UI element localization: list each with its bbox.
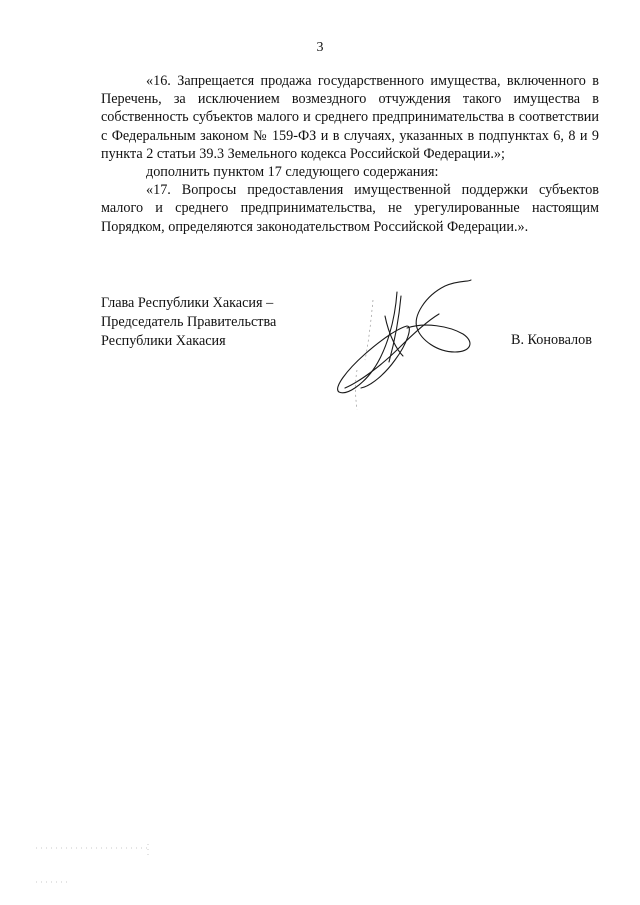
document-body bbox=[101, 72, 599, 236]
paragraph-17: «17. Вопросы предоставления имущественной поддержки субъектов малого и среднего предпринимательства, не урегулированные настоящим Порядком, определяются законодательством Российской Федерации.». bbox=[101, 182, 599, 235]
signatory-title-line: Республики Хакасия bbox=[101, 333, 226, 349]
signatory-title-line: Председатель Правительства bbox=[101, 314, 277, 330]
handwritten-signature bbox=[325, 270, 515, 430]
signatory-name: В. Коновалов bbox=[511, 332, 592, 348]
page-number: 3 bbox=[316, 40, 324, 55]
paragraph-16: «16. Запрещается продажа государственного имущества, включенного в Перечень, за исключением возмездного отчуждения такого имущества в собственность субъектов малого и среднего предпринимательства в соответствии с Федеральным законом № 159-ФЗ и в случаях, указанных в подпунктах 6, 8 и 9 пункта 2 статьи 39.3 Земельного кодекса Российской Федерации.»; bbox=[101, 73, 599, 162]
signatory-title-line: Глава Республики Хакасия – bbox=[101, 295, 274, 311]
scan-noise-marks bbox=[30, 838, 170, 888]
paragraph-amendment-intro: дополнить пунктом 17 следующего содержания: bbox=[146, 164, 439, 181]
signatory-title bbox=[101, 294, 276, 351]
